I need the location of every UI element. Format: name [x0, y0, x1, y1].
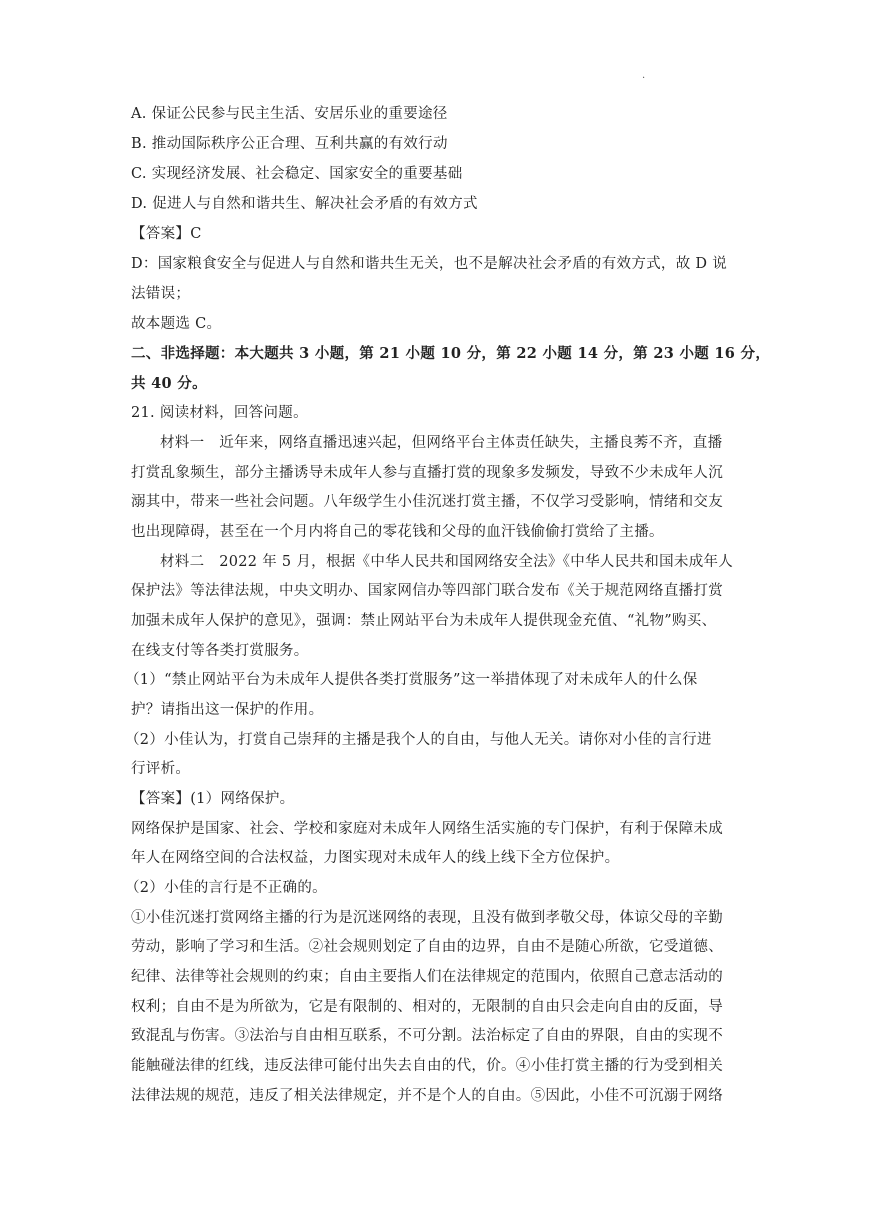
option-c: C. 实现经济发展、社会稳定、国家安全的重要基础 [131, 166, 463, 182]
answer-part-2: （2）小佳的言行是不正确的。 [125, 880, 327, 896]
answer-body: 年人在网络空间的合法权益，力图实现对未成年人的线上线下全方位保护。 [131, 850, 620, 866]
section-heading: 二、非选择题：本大题共 3 小题，第 21 小题 10 分，第 22 小题 14 分，第 23 小题 16 分， [131, 345, 771, 362]
material-one: 溺其中，带来一些社会问题。八年级学生小佳沉迷打赏主播，不仅学习受影响，情绪和交友 [131, 494, 723, 510]
question-2: （2）小佳认为，打赏自己崇拜的主播是我个人的自由，与他人无关。请你对小佳的言行进 [125, 732, 712, 748]
answer-line: 【答案】(1）网络保护。 [131, 791, 295, 807]
question-title: 21. 阅读材料，回答问题。 [131, 405, 308, 421]
option-a: A. 保证公民参与民主生活、安居乐业的重要途径 [131, 106, 448, 122]
question-2: 行评析。 [131, 761, 191, 777]
material-two: 加强未成年人保护的意见》，强调：禁止网站平台为未成年人提供现金充值、“礼物”购买、 [131, 613, 717, 629]
material-one: 材料一 近年来，网络直播迅速兴起，但网络平台主体责任缺失，主播良莠不齐，直播 [160, 435, 723, 451]
answer-body: 能触碰法律的红线，违反法律可能付出失去自由的代，价。④小佳打赏主播的行为受到相关 [131, 1058, 723, 1074]
material-two: 在线支付等各类打赏服务。 [131, 643, 309, 659]
answer-body: 法律法规的规范，违反了相关法律规定，并不是个人的自由。⑤因此，小佳不可沉溺于网络 [131, 1088, 723, 1104]
question-1: （1）“禁止网站平台为未成年人提供各类打赏服务”这一举措体现了对未成年人的什么保 [125, 672, 698, 688]
section-heading: 共 40 分。 [131, 375, 207, 392]
question-1: 护？请指出这一保护的作用。 [131, 702, 324, 718]
material-two: 保护法》等法律法规，中央文明办、国家网信办等四部门联合发布《关于规范网络直播打赏 [131, 583, 723, 599]
answer-body: 网络保护是国家、社会、学校和家庭对未成年人网络生活实施的专门保护，有利于保障未成 [131, 821, 723, 837]
option-b: B. 推动国际秩序公正合理、互利共赢的有效行动 [131, 136, 448, 152]
answer-body: ①小佳沉迷打赏网络主播的行为是沉迷网络的表现，且没有做到孝敬父母，体谅父母的辛勤 [131, 910, 723, 926]
option-d: D. 促进人与自然和谐共生、解决社会矛盾的有效方式 [131, 196, 478, 212]
explanation-line: D：国家粮食安全与促进人与自然和谐共生无关，也不是解决社会矛盾的有效方式，故 D 说 [131, 256, 728, 272]
explanation-line: 法错误； [131, 286, 191, 302]
conclusion-line: 故本题选 C。 [131, 316, 222, 332]
material-one: 也出现障碍，甚至在一个月内将自己的零花钱和父母的血汗钱偷偷打赏给了主播。 [131, 524, 664, 540]
answer-body: 劳动，影响了学习和生活。②社会规则划定了自由的边界，自由不是随心所欲，它受道德、 [131, 939, 723, 955]
material-two: 材料二 2022 年 5 月，根据《中华人民共和国网络安全法》《中华人民共和国未成年人 [160, 554, 734, 570]
material-one: 打赏乱象频生，部分主播诱导未成年人参与直播打赏的现象多发频发，导致不少未成年人沉 [131, 465, 723, 481]
header-mark: . [642, 70, 646, 81]
answer-line: 【答案】C [131, 226, 202, 242]
answer-body: 致混乱与伤害。③法治与自由相互联系，不可分割。法治标定了自由的界限，自由的实现不 [131, 1028, 723, 1044]
answer-body: 权利；自由不是为所欲为，它是有限制的、相对的，无限制的自由只会走向自由的反面，导 [131, 999, 723, 1015]
answer-body: 纪律、法律等社会规则的约束；自由主要指人们在法律规定的范围内，依照自己意志活动的 [131, 969, 723, 985]
